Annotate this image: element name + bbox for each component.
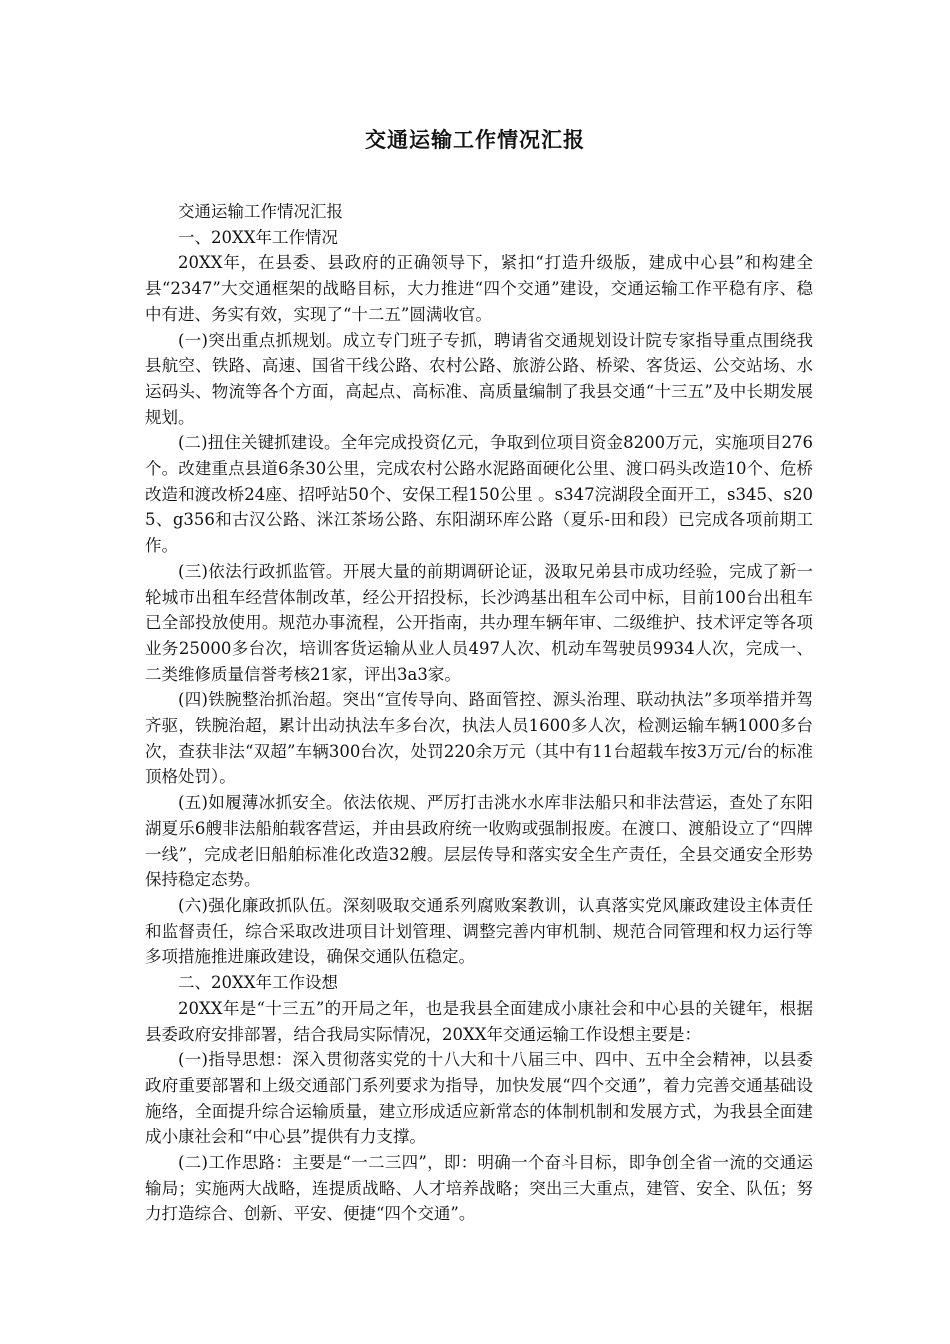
paragraph-safety: (五)如履薄冰抓安全。依法依规、严厉打击洮水水库非法船只和非法营运，查处了东阳湖夏乐6艘非法船舶载客营运，并由县政府统一收购或强制报废。在渡口、渡船设立了“四牌一线”，完成老旧船舶标准化改造32艘。层层传导和落实安全生产责任，全县交通安全形势保持稳定态势。: [145, 793, 813, 890]
paragraph-integrity: (六)强化廉政抓队伍。深刻吸取交通系列腐败案教训，认真落实党风廉政建设主体责任和监督责任，综合采取改进项目计划管理、调整完善内审机制、规范合同管理和权力运行等多项措施推进廉政建设，确保交通队伍稳定。: [145, 895, 813, 967]
paragraph-intro: 20XX年，在县委、县政府的正确领导下，紧扣“打造升级版，建成中心县”和构建全县“2347”大交通框架的战略目标，大力推进“四个交通”建设，交通运输工作平稳有序、稳中有进、务实有效，实现了“十二五”圆满收官。: [145, 253, 813, 324]
document-body: [145, 199, 813, 1227]
paragraph-planning: (一)突出重点抓规划。成立专门班子专抓，聘请省交通规划设计院专家指导重点围绕我县航空、铁路、高速、国省干线公路、农村公路、旅游公路、桥梁、客货运、公交站场、水运码头、物流等各个方面，高起点、高标准、高质量编制了我县交通“十三五”及中长期发展规划。: [145, 330, 813, 427]
paragraph-plan-intro: 20XX年是“十三五”的开局之年，也是我县全面建成小康社会和中心县的关键年，根据县委政府安排部署，结合我局实际情况，20XX年交通运输工作设想主要是：: [145, 998, 813, 1044]
paragraph-construction: (二)扭住关键抓建设。全年完成投资亿元，争取到位项目资金8200万元，实施项目276个。改建重点县道6条30公里，完成农村公路水泥路面硬化公里、渡口码头改造10个、危桥改造和渡改桥24座、招呼站50个、安保工程150公里 。s347浣湖段全面开工，s345、s205、g356和古汉公路、洣江茶场公路、东阳湖环库公路（夏乐-田和段）已完成各项前期工作。: [145, 433, 813, 556]
paragraph-guiding-thought: (一)指导思想：深入贯彻落实党的十八大和十八届三中、四中、五中全会精神，以县委政府重要部署和上级交通部门系列要求为指导，加快发展“四个交通”，着力完善交通基础设施络，全面提升综合运输质量，建立形成适应新常态的体制机制和发展方式，为我县全面建成小康社会和“中心县”提供有力支撑。: [145, 1050, 813, 1147]
body-heading: 交通运输工作情况汇报: [178, 202, 343, 221]
paragraph-work-approach: (二)工作思路：主要是“一二三四”，即：明确一个奋斗目标，即争创全省一流的交通运输局；实施两大战略，连提质战略、人才培养战略；突出三大重点，建管、安全、队伍；努力打造综合、创新、平安、便捷“四个交通”。: [145, 1153, 813, 1224]
section-heading-1: 一、20XX年工作情况: [178, 227, 338, 247]
paragraph-overload: (四)铁腕整治抓治超。突出“宣传导向、路面管控、源头治理、联动执法”多项举措并驾齐驱，铁腕治超，累计出动执法车多台次，执法人员1600多人次，检测运输车辆1000多台次，查获非法“双超”车辆300台次，处罚220余万元（其中有11台超载车按3万元/台的标准顶格处罚）。: [145, 690, 813, 787]
paragraph-supervision: (三)依法行政抓监管。开展大量的前期调研论证，汲取兄弟县市成功经验，完成了新一轮城市出租车经营体制改革，经公开招投标，长沙鸿基出租车公司中标，目前100台出租车已全部投放使用。规范办事流程，公开指南，共办理车辆年审、二级维护、技术评定等各项业务25000多台次，培训客货运输从业人员497人次、机动车驾驶员9934人次，完成一、二类维修质量信誉考核21家，评出3a3家。: [145, 561, 813, 684]
document-title: 交通运输工作情况汇报: [365, 127, 585, 152]
section-heading-2: 二、20XX年工作设想: [178, 973, 338, 993]
